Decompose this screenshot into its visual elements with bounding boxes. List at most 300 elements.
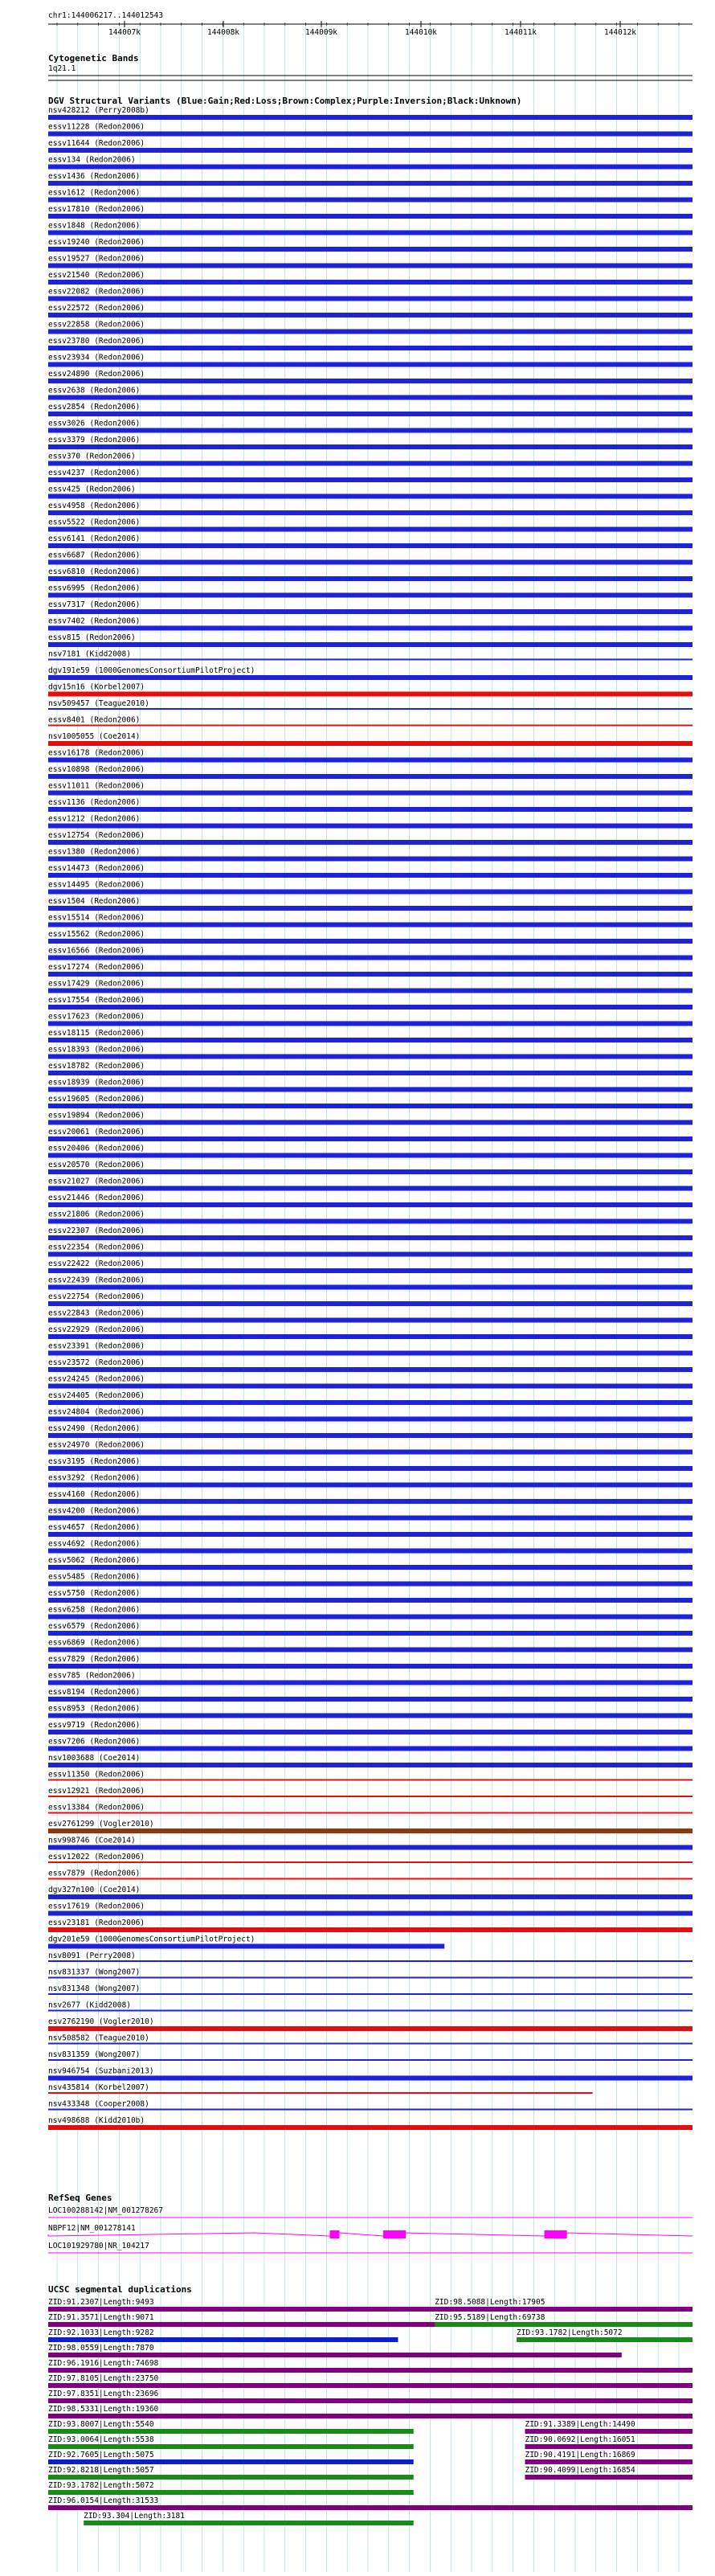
dgv-feature-label: essv7402 (Redon2006)	[48, 616, 141, 626]
cytoband-label: 1q21.1	[48, 64, 76, 73]
dgv-feature-bar[interactable]	[48, 2125, 693, 2130]
dgv-feature-label: essv23391 (Redon2006)	[48, 1341, 145, 1351]
ruler-tick-label: 144007k	[108, 28, 141, 37]
dgv-feature-label: nsv946754 (Suzbani2013)	[48, 2066, 154, 2076]
dgv-feature-label: nsv1005055 (Coe2014)	[48, 732, 141, 741]
dgv-feature-label: essv11011 (Redon2006)	[48, 781, 145, 791]
dgv-feature-label: essv16178 (Redon2006)	[48, 748, 145, 758]
dgv-feature-bar[interactable]	[48, 1268, 693, 1273]
dgv-feature-bar[interactable]	[48, 890, 693, 895]
dgv-feature-bar[interactable]	[48, 1433, 693, 1438]
dgv-feature-label: essv6141 (Redon2006)	[48, 534, 141, 543]
dgv-feature-bar[interactable]	[48, 1235, 693, 1240]
dgv-feature-label: essv12022 (Redon2006)	[48, 1853, 145, 1861]
refseq-track-title: RefSeq Genes	[48, 2193, 112, 2203]
segdup-feature-label: ZID:91.3571|Length:9071	[48, 2313, 154, 2322]
dgv-feature-label: essv5485 (Redon2006)	[48, 1572, 141, 1582]
dgv-feature-bar[interactable]	[48, 1022, 693, 1026]
dgv-feature-label: essv17810 (Redon2006)	[48, 205, 145, 214]
segdup-feature-label: ZID:97.8105|Length:23750	[48, 2374, 159, 2383]
segdup-feature-label: ZID:91.3389|Length:14490	[525, 2420, 635, 2429]
dgv-feature-bar[interactable]	[48, 1136, 693, 1141]
dgv-feature-bar[interactable]	[48, 2043, 693, 2045]
segdup-feature-bar[interactable]	[48, 2307, 443, 2312]
dgv-feature-label: essv20570 (Redon2006)	[48, 1161, 145, 1169]
dgv-feature-bar[interactable]	[48, 1894, 693, 1899]
segdup-feature-bar[interactable]	[525, 2459, 693, 2464]
dgv-feature-label: essv23181 (Redon2006)	[48, 1919, 145, 1927]
dgv-feature-label: essv1380 (Redon2006)	[48, 847, 141, 857]
dgv-feature-bar[interactable]	[48, 132, 693, 137]
dgv-feature-bar[interactable]	[48, 1944, 444, 1949]
dgv-feature-bar[interactable]	[48, 857, 693, 862]
dgv-feature-label: dgv191e59 (1000GenomesConsortiumPilotProject)	[48, 666, 255, 675]
dgv-feature-bar[interactable]	[48, 1549, 693, 1554]
gridlines	[57, 24, 679, 2572]
dgv-feature-bar[interactable]	[48, 510, 693, 515]
segdup-feature-label: ZID:98.0559|Length:7870	[48, 2344, 154, 2353]
dgv-feature-label: essv6258 (Redon2006)	[48, 1605, 141, 1615]
dgv-feature-label: essv18939 (Redon2006)	[48, 1078, 145, 1087]
ruler-tick-label: 144008k	[206, 28, 240, 37]
dgv-feature-bar[interactable]	[48, 824, 693, 829]
dgv-feature-bar[interactable]	[48, 1927, 693, 1932]
dgv-feature-label: essv10898 (Redon2006)	[48, 765, 145, 774]
segdup-feature-bar[interactable]	[48, 2383, 693, 2388]
segdup-feature-bar[interactable]	[525, 2429, 693, 2434]
dgv-feature-label: essv21540 (Redon2006)	[48, 271, 145, 280]
dgv-feature-bar[interactable]	[48, 1367, 693, 1372]
dgv-feature-bar[interactable]	[48, 1483, 693, 1488]
dgv-feature-label: essv14473 (Redon2006)	[48, 864, 145, 873]
dgv-feature-label: essv11644 (Redon2006)	[48, 139, 145, 148]
dgv-feature-bar[interactable]	[48, 1911, 693, 1916]
dgv-feature-bar[interactable]	[48, 593, 693, 598]
segdup-feature-label: ZID:90.4191|Length:16869	[525, 2451, 635, 2459]
segdup-feature-label: ZID:97.8351|Length:23696	[48, 2390, 159, 2398]
dgv-feature-bar[interactable]	[48, 1384, 693, 1389]
dgv-feature-bar[interactable]	[48, 1169, 693, 1174]
dgv-feature-label: essv21027 (Redon2006)	[48, 1177, 145, 1186]
dgv-feature-bar[interactable]	[48, 1334, 693, 1339]
dgv-feature-bar[interactable]	[48, 1301, 693, 1306]
dgv-feature-label: essv17274 (Redon2006)	[48, 963, 145, 972]
dgv-feature-bar[interactable]	[48, 1747, 693, 1751]
ruler-tick-label: 144012k	[603, 28, 637, 37]
dgv-feature-label: nsv2677 (Kidd2008)	[48, 2001, 131, 2010]
dgv-feature-label: nsv831348 (Wong2007)	[48, 1984, 141, 1993]
segdup-feature-label: ZID:98.5331|Length:19360	[48, 2405, 159, 2414]
dgv-feature-bar[interactable]	[48, 1631, 693, 1636]
segdup-feature-label: ZID:92.8218|Length:5057	[48, 2466, 154, 2475]
dgv-feature-label: essv17554 (Redon2006)	[48, 996, 145, 1005]
dgv-feature-bar[interactable]	[48, 2076, 693, 2081]
dgv-feature-bar[interactable]	[48, 1861, 693, 1863]
dgv-feature-bar[interactable]	[48, 412, 693, 416]
dgv-feature-label: essv4692 (Redon2006)	[48, 1539, 141, 1549]
dgv-feature-label: essv11228 (Redon2006)	[48, 122, 145, 132]
dgv-feature-label: essv5062 (Redon2006)	[48, 1556, 141, 1565]
dgv-feature-bar[interactable]	[48, 692, 693, 697]
dgv-feature-label: essv12921 (Redon2006)	[48, 1787, 145, 1796]
dgv-feature-bar[interactable]	[48, 1499, 693, 1504]
refseq-gene-label: LOC101929780|NR_104217	[48, 2242, 149, 2250]
dgv-feature-label: essv11350 (Redon2006)	[48, 1770, 145, 1779]
dgv-feature-bar[interactable]	[48, 428, 693, 433]
dgv-feature-bar[interactable]	[48, 1697, 693, 1702]
dgv-feature-label: nsv498688 (Kidd2010b)	[48, 2116, 145, 2125]
dgv-feature-bar[interactable]	[48, 1796, 693, 1797]
dgv-feature-bar[interactable]	[48, 1038, 693, 1042]
dgv-feature-bar[interactable]	[48, 1351, 693, 1356]
segdup-feature-bar[interactable]	[48, 2490, 414, 2495]
refseq-exon[interactable]	[329, 2230, 339, 2238]
segdup-feature-bar[interactable]	[48, 2505, 693, 2510]
dgv-feature-label: essv22307 (Redon2006)	[48, 1227, 145, 1235]
dgv-feature-bar[interactable]	[48, 1714, 693, 1718]
dgv-feature-label: essv4200 (Redon2006)	[48, 1506, 141, 1516]
dgv-feature-label: nsv1003688 (Coe2014)	[48, 1754, 141, 1763]
dgv-feature-label: essv4160 (Redon2006)	[48, 1490, 141, 1499]
segdup-feature-label: ZID:90.4099|Length:16854	[525, 2466, 635, 2475]
dgv-feature-label: essv24804 (Redon2006)	[48, 1407, 145, 1417]
dgv-feature-label: essv7879 (Redon2006)	[48, 1869, 141, 1878]
dgv-feature-bar[interactable]	[48, 1648, 693, 1652]
dgv-feature-bar[interactable]	[48, 1779, 693, 1781]
dgv-feature-bar[interactable]	[48, 247, 693, 252]
dgv-feature-label: essv7829 (Redon2006)	[48, 1655, 141, 1664]
dgv-feature-bar[interactable]	[48, 659, 693, 661]
dgv-feature-bar[interactable]	[48, 379, 693, 383]
dgv-feature-bar[interactable]	[48, 477, 693, 482]
dgv-feature-bar[interactable]	[48, 906, 693, 911]
dgv-feature-label: essv22422 (Redon2006)	[48, 1259, 145, 1268]
dgv-feature-label: essv22843 (Redon2006)	[48, 1308, 145, 1318]
dgv-feature-label: nsv509457 (Teague2010)	[48, 699, 149, 708]
dgv-feature-label: essv4958 (Redon2006)	[48, 502, 141, 510]
dgv-feature-bar[interactable]	[48, 280, 693, 285]
segdup-feature-bar[interactable]	[48, 2459, 414, 2464]
dgv-feature-label: essv1436 (Redon2006)	[48, 172, 141, 181]
dgv-feature-bar[interactable]	[48, 1812, 693, 1814]
dgv-feature-bar[interactable]	[48, 1005, 693, 1010]
dgv-feature-label: essv21446 (Redon2006)	[48, 1194, 145, 1202]
dgv-feature-label: essv19527 (Redon2006)	[48, 254, 145, 264]
dgv-feature-label: essv5522 (Redon2006)	[48, 518, 141, 527]
dgv-feature-label: essv6869 (Redon2006)	[48, 1638, 141, 1648]
dgv-feature-bar[interactable]	[48, 956, 693, 960]
dgv-feature-bar[interactable]	[48, 181, 693, 186]
dgv-feature-label: essv23572 (Redon2006)	[48, 1358, 145, 1367]
segdup-feature-bar[interactable]	[517, 2337, 693, 2342]
dgv-feature-bar[interactable]	[48, 758, 693, 763]
segdup-feature-bar[interactable]	[525, 2444, 693, 2449]
dgv-feature-bar[interactable]	[48, 1615, 693, 1620]
dgv-feature-bar[interactable]	[48, 543, 693, 548]
dgv-feature-bar[interactable]	[48, 923, 693, 928]
dgv-feature-bar[interactable]	[48, 939, 693, 944]
dgv-feature-bar[interactable]	[48, 1582, 693, 1587]
dgv-feature-label: essv3379 (Redon2006)	[48, 436, 141, 444]
dgv-feature-label: essv5750 (Redon2006)	[48, 1589, 141, 1598]
segdup-feature-label: ZID:92.7605|Length:5075	[48, 2451, 154, 2459]
dgv-feature-label: essv18393 (Redon2006)	[48, 1045, 145, 1055]
location-label: chr1:144006217..144012543	[48, 11, 163, 20]
dgv-feature-bar[interactable]	[48, 1071, 693, 1075]
dgv-feature-bar[interactable]	[48, 1532, 693, 1537]
segdup-feature-label: ZID:93.1782|Length:5072	[517, 2328, 623, 2337]
dgv-feature-bar[interactable]	[48, 1400, 693, 1405]
dgv-feature-label: essv22929 (Redon2006)	[48, 1325, 145, 1334]
segdup-feature-label: ZID:93.304|Length:3181	[84, 2512, 185, 2521]
dgv-feature-bar[interactable]	[48, 807, 693, 812]
dgv-feature-bar[interactable]	[48, 1730, 693, 1734]
dgv-feature-bar[interactable]	[48, 148, 693, 153]
dgv-feature-bar[interactable]	[48, 231, 693, 235]
dgv-feature-bar[interactable]	[48, 725, 693, 727]
dgv-feature-label: nsv8091 (Perry2008)	[48, 1951, 136, 1960]
dgv-feature-label: nsv998746 (Coe2014)	[48, 1836, 136, 1845]
dgv-feature-label: nsv428212 (Perry2008b)	[48, 106, 149, 115]
dgv-feature-bar[interactable]	[48, 840, 693, 845]
dgv-track-title: DGV Structural Variants (Blue:Gain;Red:Loss;Brown:Complex;Purple:Inversion;Black:Unknown)	[48, 96, 522, 106]
dgv-feature-bar[interactable]	[48, 198, 693, 203]
dgv-feature-label: essv20406 (Redon2006)	[48, 1144, 145, 1153]
dgv-feature-label: essv1504 (Redon2006)	[48, 897, 141, 906]
dgv-feature-bar[interactable]	[48, 774, 693, 779]
dgv-feature-bar[interactable]	[48, 444, 693, 449]
ruler-tick-label: 144010k	[404, 28, 438, 37]
segdup-feature-bar[interactable]	[48, 2322, 443, 2327]
dgv-feature-label: nsv831337 (Wong2007)	[48, 1968, 141, 1977]
segdup-feature-bar[interactable]	[48, 2444, 414, 2449]
dgv-feature-bar[interactable]	[48, 115, 693, 120]
dgv-feature-label: essv1212 (Redon2006)	[48, 814, 141, 824]
dgv-feature-label: essv17429 (Redon2006)	[48, 979, 145, 989]
dgv-feature-bar[interactable]	[48, 989, 693, 993]
segdup-feature-bar[interactable]	[435, 2322, 693, 2327]
dgv-feature-bar[interactable]	[48, 2092, 593, 2094]
segdup-feature-label: ZID:91.2307|Length:9493	[48, 2298, 154, 2307]
dgv-feature-bar[interactable]	[48, 165, 693, 170]
dgv-feature-label: essv425 (Redon2006)	[48, 485, 136, 494]
dgv-feature-label: essv4237 (Redon2006)	[48, 469, 141, 477]
dgv-feature-label: nsv7181 (Kidd2008)	[48, 649, 131, 659]
dgv-feature-label: essv370 (Redon2006)	[48, 452, 136, 461]
refseq-gene-label: NBPF12|NM_001278141	[48, 2224, 136, 2233]
dgv-feature-label: essv22858 (Redon2006)	[48, 320, 145, 330]
dgv-feature-label: essv3292 (Redon2006)	[48, 1473, 141, 1483]
dgv-feature-bar[interactable]	[48, 1417, 693, 1422]
dgv-feature-label: essv18782 (Redon2006)	[48, 1062, 145, 1071]
dgv-feature-bar[interactable]	[48, 1960, 693, 1962]
dgv-feature-label: essv7206 (Redon2006)	[48, 1737, 141, 1747]
dgv-feature-label: essv20061 (Redon2006)	[48, 1128, 145, 1136]
dgv-feature-bar[interactable]	[48, 264, 693, 268]
dgv-feature-label: essv15514 (Redon2006)	[48, 913, 145, 923]
dgv-feature-label: essv1848 (Redon2006)	[48, 221, 141, 231]
dgv-feature-bar[interactable]	[48, 609, 693, 614]
dgv-feature-bar[interactable]	[48, 791, 693, 796]
dgv-feature-label: essv22754 (Redon2006)	[48, 1292, 145, 1301]
dgv-feature-bar[interactable]	[48, 1977, 693, 1979]
segdup-feature-bar[interactable]	[48, 2475, 414, 2480]
dgv-feature-label: essv8401 (Redon2006)	[48, 715, 141, 725]
dgv-feature-bar[interactable]	[48, 1252, 693, 1257]
dgv-feature-label: nsv433348 (Cooper2008)	[48, 2099, 149, 2109]
dgv-feature-bar[interactable]	[48, 626, 693, 631]
dgv-feature-label: essv23934 (Redon2006)	[48, 353, 145, 362]
dgv-feature-label: essv19240 (Redon2006)	[48, 238, 145, 247]
dgv-feature-label: nsv831359 (Wong2007)	[48, 2050, 141, 2059]
segdup-feature-label: ZID:93.1782|Length:5072	[48, 2481, 154, 2490]
dgv-feature-bar[interactable]	[48, 2010, 693, 2012]
segdup-track-title: UCSC segmental duplications	[48, 2284, 192, 2295]
dgv-feature-label: essv22439 (Redon2006)	[48, 1276, 145, 1285]
dgv-feature-label: essv785 (Redon2006)	[48, 1671, 136, 1681]
segdup-feature-bar[interactable]	[435, 2307, 693, 2312]
segdup-feature-bar[interactable]	[48, 2429, 414, 2434]
dgv-feature-label: essv17619 (Redon2006)	[48, 1902, 145, 1911]
dgv-feature-label: essv8953 (Redon2006)	[48, 1704, 141, 1714]
segdup-feature-label: ZID:98.5088|Length:17905	[435, 2298, 545, 2307]
dgv-feature-label: essv24890 (Redon2006)	[48, 370, 145, 379]
dgv-feature-label: essv24405 (Redon2006)	[48, 1391, 145, 1400]
dgv-feature-label: essv14495 (Redon2006)	[48, 880, 145, 890]
dgv-feature-label: essv13384 (Redon2006)	[48, 1803, 145, 1812]
dgv-feature-bar[interactable]	[48, 1993, 693, 1995]
dgv-feature-label: essv3026 (Redon2006)	[48, 419, 141, 428]
dgv-feature-bar[interactable]	[48, 346, 693, 350]
refseq-gene-label: LOC100288142|NM_001278267	[48, 2206, 163, 2215]
dgv-feature-bar[interactable]	[48, 1845, 693, 1850]
dgv-feature-bar[interactable]	[48, 1104, 693, 1108]
cytoband-track-title: Cytogenetic Bands	[48, 53, 139, 63]
segdup-feature-label: ZID:93.0064|Length:5538	[48, 2435, 154, 2444]
dgv-feature-bar[interactable]	[48, 576, 693, 581]
dgv-feature-bar[interactable]	[48, 1219, 693, 1224]
dgv-feature-label: essv8194 (Redon2006)	[48, 1688, 141, 1697]
segdup-feature-label: ZID:93.8007|Length:5540	[48, 2420, 154, 2429]
dgv-feature-bar[interactable]	[48, 1202, 693, 1207]
dgv-feature-label: essv17623 (Redon2006)	[48, 1012, 145, 1022]
dgv-feature-label: nsv508582 (Teague2010)	[48, 2033, 149, 2043]
segdup-feature-label: ZID:92.1033|Length:9282	[48, 2328, 154, 2337]
dgv-feature-label: esv2762190 (Vogler2010)	[48, 2017, 154, 2026]
segdup-feature-label: ZID:90.0692|Length:16051	[525, 2435, 635, 2444]
dgv-feature-label: essv2490 (Redon2006)	[48, 1424, 141, 1433]
segdup-feature-label: ZID:96.1916|Length:74698	[48, 2359, 159, 2368]
dgv-feature-label: essv24970 (Redon2006)	[48, 1440, 145, 1450]
dgv-feature-label: essv2638 (Redon2006)	[48, 386, 141, 395]
dgv-feature-bar[interactable]	[48, 1878, 693, 1880]
ruler-tick-label: 144009k	[304, 28, 338, 37]
dgv-feature-bar[interactable]	[48, 741, 693, 746]
dgv-feature-label: essv1612 (Redon2006)	[48, 188, 141, 198]
dgv-feature-bar[interactable]	[48, 708, 693, 710]
dgv-feature-label: essv7317 (Redon2006)	[48, 600, 141, 609]
dgv-feature-label: essv16566 (Redon2006)	[48, 946, 145, 956]
dgv-feature-label: essv19894 (Redon2006)	[48, 1111, 145, 1120]
dgv-feature-label: essv6579 (Redon2006)	[48, 1622, 141, 1631]
dgv-feature-bar[interactable]	[48, 560, 693, 565]
dgv-feature-bar[interactable]	[48, 1565, 693, 1570]
dgv-feature-bar[interactable]	[48, 297, 693, 301]
dgv-feature-bar[interactable]	[48, 1153, 693, 1158]
dgv-feature-label: essv23780 (Redon2006)	[48, 337, 145, 346]
dgv-feature-label: essv12754 (Redon2006)	[48, 831, 145, 840]
dgv-feature-bar[interactable]	[48, 1055, 693, 1059]
dgv-feature-bar[interactable]	[48, 675, 693, 680]
dgv-feature-label: esv2761299 (Vogler2010)	[48, 1820, 154, 1829]
segdup-feature-bar[interactable]	[84, 2521, 414, 2525]
dgv-feature-label: essv4657 (Redon2006)	[48, 1523, 141, 1532]
refseq-exon[interactable]	[545, 2230, 567, 2238]
dgv-feature-label: essv2854 (Redon2006)	[48, 403, 141, 412]
dgv-feature-bar[interactable]	[48, 1186, 693, 1191]
dgv-feature-bar[interactable]	[48, 395, 693, 400]
dgv-feature-label: dgv327n100 (Coe2014)	[48, 1886, 141, 1894]
dgv-feature-bar[interactable]	[48, 214, 693, 219]
dgv-feature-bar[interactable]	[48, 1087, 693, 1092]
segdup-feature-bar[interactable]	[48, 2368, 693, 2373]
dgv-feature-label: essv18115 (Redon2006)	[48, 1029, 145, 1038]
dgv-feature-label: essv22354 (Redon2006)	[48, 1243, 145, 1252]
dgv-feature-bar[interactable]	[48, 1466, 693, 1471]
dgv-feature-bar[interactable]	[48, 2059, 693, 2061]
dgv-feature-bar[interactable]	[48, 2109, 693, 2111]
dgv-feature-bar[interactable]	[48, 362, 693, 367]
dgv-feature-bar[interactable]	[48, 972, 693, 977]
segdup-feature-bar[interactable]	[525, 2475, 693, 2480]
dgv-feature-label: essv815 (Redon2006)	[48, 633, 136, 642]
dgv-feature-bar[interactable]	[48, 873, 693, 878]
dgv-feature-label: dgv201e59 (1000GenomesConsortiumPilotProject)	[48, 1935, 255, 1944]
segdup-feature-bar[interactable]	[48, 2398, 693, 2403]
dgv-feature-label: essv19605 (Redon2006)	[48, 1095, 145, 1104]
dgv-feature-label: essv24245 (Redon2006)	[48, 1374, 145, 1384]
dgv-feature-bar[interactable]	[48, 461, 693, 466]
dgv-feature-bar[interactable]	[48, 1516, 693, 1521]
dgv-feature-label: essv9719 (Redon2006)	[48, 1721, 141, 1730]
dgv-feature-bar[interactable]	[48, 642, 693, 647]
dgv-feature-label: essv22082 (Redon2006)	[48, 287, 145, 297]
dgv-feature-label: dgv15n16 (Korbel2007)	[48, 682, 145, 692]
dgv-feature-bar[interactable]	[48, 1318, 693, 1323]
dgv-feature-label: essv6687 (Redon2006)	[48, 551, 141, 560]
segdup-feature-bar[interactable]	[48, 2414, 693, 2418]
dgv-feature-label: essv22572 (Redon2006)	[48, 304, 145, 313]
dgv-feature-bar[interactable]	[48, 1598, 693, 1603]
dgv-feature-bar[interactable]	[48, 527, 693, 532]
segdup-feature-bar[interactable]	[48, 2337, 398, 2342]
dgv-feature-bar[interactable]	[48, 1120, 693, 1125]
dgv-feature-label: essv6810 (Redon2006)	[48, 567, 141, 576]
dgv-feature-bar[interactable]	[48, 494, 693, 499]
dgv-feature-label: essv15562 (Redon2006)	[48, 930, 145, 939]
refseq-exon[interactable]	[383, 2230, 406, 2238]
dgv-feature-bar[interactable]	[48, 1829, 693, 1833]
dgv-feature-bar[interactable]	[48, 1285, 693, 1290]
dgv-feature-bar[interactable]	[48, 1664, 693, 1669]
dgv-feature-bar[interactable]	[48, 2026, 693, 2031]
dgv-feature-bar[interactable]	[48, 1450, 693, 1455]
dgv-feature-bar[interactable]	[48, 1763, 693, 1767]
dgv-feature-bar[interactable]	[48, 313, 693, 317]
segdup-feature-bar[interactable]	[48, 2353, 622, 2357]
dgv-feature-bar[interactable]	[48, 1681, 693, 1685]
dgv-feature-bar[interactable]	[48, 330, 693, 334]
